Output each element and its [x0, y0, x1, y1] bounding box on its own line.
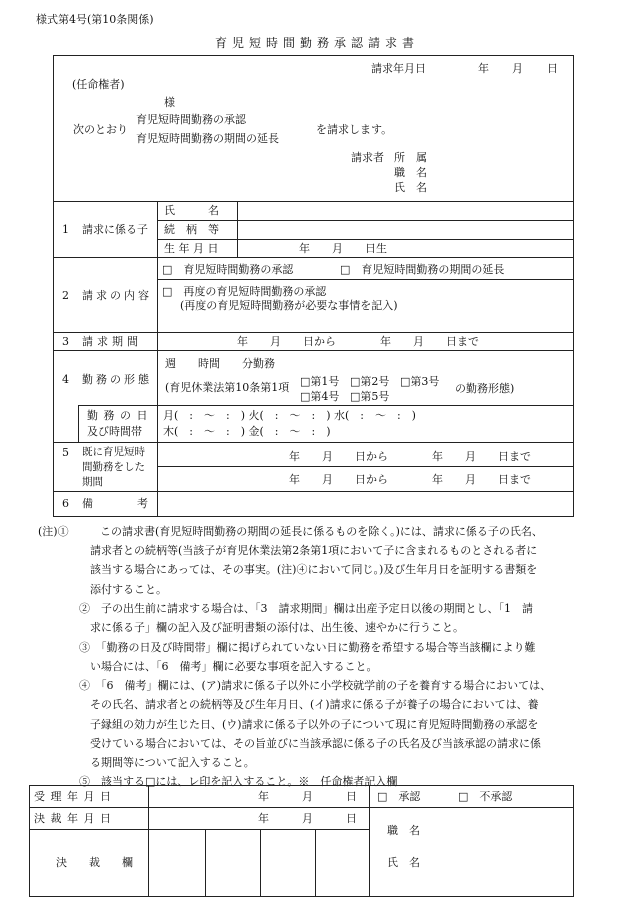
content-option-extension[interactable]: □ 育児短時間勤務の期間の延長: [340, 263, 505, 276]
clause-2-checkbox[interactable]: □第2号: [350, 375, 390, 388]
request-suffix: を請求します。: [316, 123, 393, 136]
note1-line2: 請求者との続柄等(当該子が育児休業法第2条第1項において子に含まれるものとされる者に: [90, 544, 538, 557]
requester-label: 請求者: [351, 151, 384, 164]
section3-number: 3: [62, 335, 69, 348]
prior-period-1[interactable]: 年 月 日から 年 月 日まで: [289, 450, 531, 463]
option-extension: 育児短時間勤務の期間の延長: [136, 132, 279, 145]
request-date-label: 請求年月日: [371, 62, 426, 75]
note4-line2: その氏名、請求者との続柄等及び生年月日、(イ)請求に係る子が養子の場合においては、養: [90, 698, 539, 711]
child-name-label: 氏 名: [164, 204, 219, 217]
request-date-month[interactable]: 月: [512, 62, 523, 75]
clause-4-checkbox[interactable]: □第4号: [300, 390, 340, 403]
days-row-1[interactable]: 月( : 〜 : ) 火( : 〜 : ) 水( : 〜 : ): [163, 409, 416, 422]
option-approval: 育児短時間勤務の承認: [136, 113, 246, 126]
clause-5-checkbox[interactable]: □第5号: [350, 390, 390, 403]
note4-line5: る期間等について記入すること。: [90, 756, 255, 769]
section5-label-line2: 間勤務をした: [82, 461, 145, 473]
header-box: [53, 55, 574, 202]
form-suffix: の勤務形態): [455, 382, 515, 395]
sama-label: 様: [164, 96, 175, 109]
form-number: 様式第4号(第10条関係): [36, 13, 154, 26]
section3-label: 請求期間: [82, 335, 142, 348]
note4-line1: ④ 「6 備考」欄には、(ア)請求に係る子以外に小学校就学前の子を養育する場合においては、: [79, 679, 552, 692]
prior-period-2[interactable]: 年 月 日から 年 月 日まで: [289, 473, 531, 486]
section4-number: 4: [62, 373, 69, 386]
affiliation-label: 所 属: [394, 151, 427, 164]
section4-label: 勤務の形態: [82, 373, 152, 386]
request-date-day[interactable]: 日: [547, 62, 558, 75]
clause-1-checkbox[interactable]: □第1号: [300, 375, 340, 388]
section1-label: 請求に係る子: [82, 223, 148, 236]
approval-column-label: 決 裁 欄: [56, 856, 133, 869]
note1-line1: この請求書(育児短時間勤務の期間の延長に係るものを除く。)には、請求に係る子の氏名、: [100, 525, 543, 538]
child-birth-value[interactable]: 年 月 日生: [299, 242, 387, 255]
section5-label-line1: 既に育児短時: [82, 446, 145, 458]
approve-checkbox[interactable]: □ 承認: [377, 790, 421, 803]
position-label: 職 名: [394, 166, 427, 179]
page-title: 育児短時間勤務承認請求書: [215, 36, 420, 50]
content-option-approval[interactable]: □ 育児短時間勤務の承認: [162, 263, 294, 276]
reject-checkbox[interactable]: □ 不承認: [458, 790, 513, 803]
section5-label-line3: 期間: [82, 476, 103, 488]
section2-number: 2: [62, 289, 69, 302]
note1-line3: 該当する場合にあっては、その事実。(注)④において同じ。)及び生年月日を証明する書類を: [90, 563, 538, 576]
request-date-year[interactable]: 年: [478, 62, 489, 75]
content-option-reapproval[interactable]: □ 再度の育児短時間勤務の承認: [162, 285, 327, 298]
note3-line1: ③ 「勤務の日及び時間帯」欄に掲げられていない日に勤務を希望する場合等当該欄により難: [79, 641, 536, 654]
clause-3-checkbox[interactable]: □第3号: [400, 375, 440, 388]
note4-line3: 子縁組の効力が生じた日、(ウ)請求に係る子以外の子について現に育児短時間勤務の承認を: [90, 718, 539, 731]
section2-label: 請求の内容: [82, 289, 152, 302]
tsugi-label: 次のとおり: [73, 123, 128, 136]
law-reference: (育児休業法第10条第1項: [165, 381, 290, 394]
section6-label: 備 考: [82, 497, 148, 510]
note3-line2: い場合には、「6 備考」欄に必要な事項を記入すること。: [90, 660, 378, 673]
child-relation-label: 続 柄 等: [164, 223, 219, 236]
content-reapproval-note: (再度の育児短時間勤務が必要な事情を記入): [180, 299, 398, 312]
days-label-line1: 勤 務 の 日: [87, 409, 149, 422]
decided-date-label: 決 裁 年 月 日: [34, 812, 112, 825]
note1-line4: 添付すること。: [90, 583, 167, 596]
notes-prefix: (注)①: [38, 525, 69, 538]
note2-line2: 求に係る子」欄の記入及び証明書類の添付は、出生後、速やかに行うこと。: [90, 621, 464, 634]
note4-line4: 受けている場合においては、その旨並びに当該承認に係る子の氏名及び当該承認の請求に係: [90, 737, 541, 750]
days-row-2[interactable]: 木( : 〜 : ) 金( : 〜 : ): [163, 425, 331, 438]
note5: ⑤ 該当する□には、レ印を記入すること。※ 任命権者記入欄: [79, 775, 398, 788]
weekly-hours[interactable]: 週 時間 分勤務: [165, 357, 275, 370]
note2-line1: ② 子の出生前に請求する場合は、「3 請求期間」欄は出産予定日以後の期間とし、「1 請: [79, 602, 533, 615]
child-birth-label: 生 年 月 日: [164, 242, 219, 255]
approver-position-label: 職 名: [387, 824, 420, 837]
section6-number: 6: [62, 497, 69, 510]
days-label-line2: 及び時間帯: [87, 425, 142, 438]
decided-date-value[interactable]: 年 月 日: [258, 812, 357, 825]
received-date-label: 受 理 年 月 日: [34, 790, 112, 803]
request-period-value[interactable]: 年 月 日から 年 月 日まで: [237, 335, 479, 348]
approver-name-label: 氏 名: [387, 856, 420, 869]
received-date-value[interactable]: 年 月 日: [258, 790, 357, 803]
name-label: 氏 名: [394, 181, 427, 194]
section5-number: 5: [62, 446, 69, 459]
section1-number: 1: [62, 223, 69, 236]
appointer-label: (任命権者): [72, 78, 125, 91]
